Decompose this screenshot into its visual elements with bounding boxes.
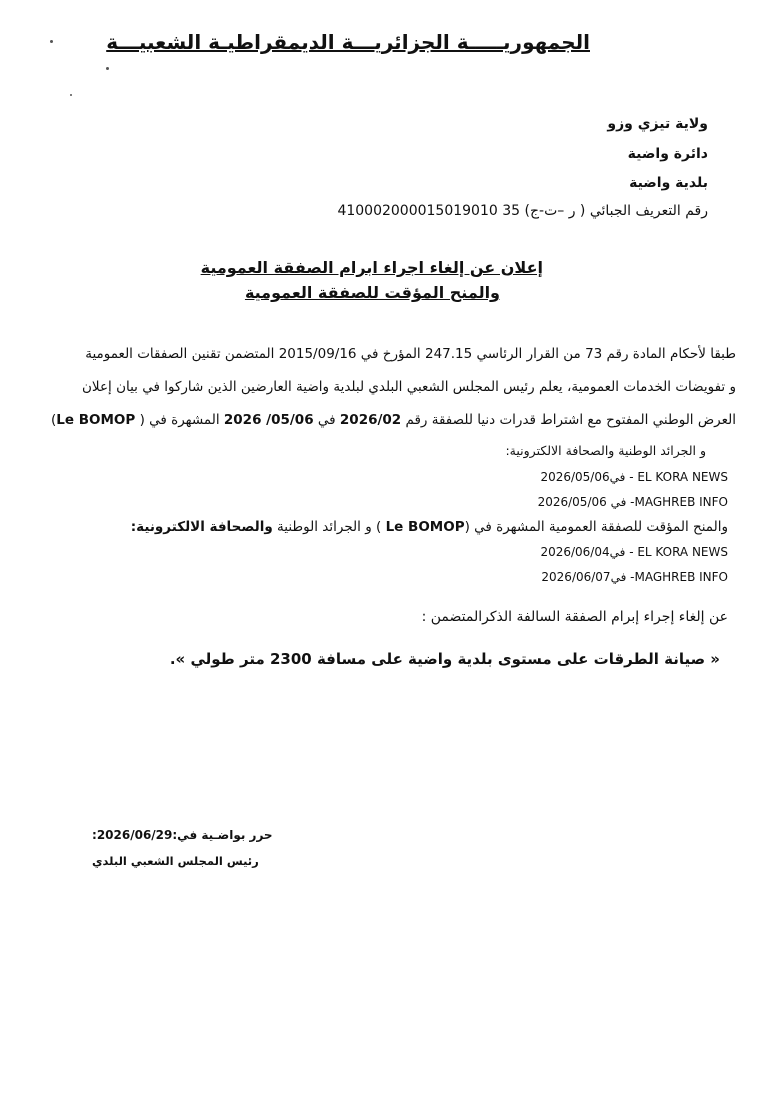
publication-date: 2026/06/07 [541, 570, 611, 584]
scan-speck [50, 40, 53, 43]
scan-speck [106, 67, 109, 70]
body-line-1: طبقا لأحكام المادة رقم 73 من القرار الرئاسي 247.15 المؤرخ في 2015/09/16 المتضمن تقنين الصفقات العمومية [85, 346, 736, 362]
body-line-3 [51, 412, 736, 428]
tender-number: 2026/02 [339, 412, 402, 428]
publication-name: -MAGHREB INFO [630, 570, 728, 584]
body-line-4: و الجرائد الوطنية والصحافة الالكترونية: [505, 443, 706, 458]
body-line-2: و تفويضات الخدمات العمومية، يعلم رئيس المجلس الشعبي البلدي لبلدية واضية العارضين الذين شاركوا في بيان إعلان [82, 379, 736, 395]
body-line-5-press: والصحافة الالكترونية: [130, 519, 273, 535]
publication-date: 2026/05/06 [540, 470, 610, 484]
signatory-title: رئيس المجلس الشعبي البلدي [92, 854, 259, 868]
publication-date: 2026/06/04 [540, 545, 610, 559]
body-line-6: عن إلغاء إجراء إبرام الصفقة السالفة الذكرالمتضمن : [421, 609, 728, 625]
fiscal-id-number: 410002000015019010 35 [337, 203, 521, 219]
body-line-3-text: العرض الوطني المفتوح مع اشتراط قدرات دنيا للصفقة رقم [401, 412, 736, 428]
publication-entry [540, 470, 728, 484]
publication-name: - EL KORA NEWS [629, 545, 728, 559]
body-line-5-mid: ) و الجرائد الوطنية [272, 519, 386, 535]
publication-entry [540, 545, 728, 559]
body-line-3-close: ) [50, 412, 57, 428]
publication-date: 2026/05/06 [537, 495, 607, 509]
publication-prefix: في [610, 570, 627, 584]
fiscal-id-line [337, 203, 708, 219]
tender-date: 2026 /05/06 [223, 412, 314, 428]
announcement-title-line2: والمنح المؤقت للصفقة العمومية [244, 283, 500, 302]
wilaya-line: ولاية تيزي وزو [607, 116, 708, 132]
publication-prefix: في [609, 470, 626, 484]
bomop-label: Le BOMOP [385, 519, 465, 535]
fiscal-id-label: رقم التعريف الجبائي ( ر –ت-ج) [524, 203, 708, 219]
signed-place-date: حرر بواضـية في:2026/06/29: [92, 828, 273, 842]
body-line-3-published: المشهرة في ( [135, 412, 224, 428]
commune-line: بلدية واضية [629, 175, 708, 191]
publication-entry [541, 570, 728, 584]
announcement-title-line1: إعلان عن إلغاء اجراء ابرام الصفقة العمومية [200, 258, 543, 277]
scan-speck [70, 94, 72, 96]
publication-prefix: في [609, 545, 626, 559]
publication-prefix: في [606, 495, 627, 509]
bomop-label: Le BOMOP [56, 412, 136, 428]
project-description: « صيانة الطرقات على مستوى بلدية واضية على مسافة 2300 متر طولي ». [169, 650, 720, 668]
republic-heading: الجمهوريـــــة الجزائريـــة الديمقراطيـة الشعبيـــة [106, 30, 590, 54]
publication-name: -MAGHREB INFO [630, 495, 728, 509]
daira-line: دائرة واضية [627, 146, 708, 162]
body-line-5-text: والمنح المؤقت للصفقة العمومية المشهرة في ( [464, 519, 728, 535]
publication-name: - EL KORA NEWS [629, 470, 728, 484]
body-line-5 [131, 519, 728, 535]
body-line-3-in: في [313, 412, 340, 428]
publication-entry [538, 495, 728, 509]
